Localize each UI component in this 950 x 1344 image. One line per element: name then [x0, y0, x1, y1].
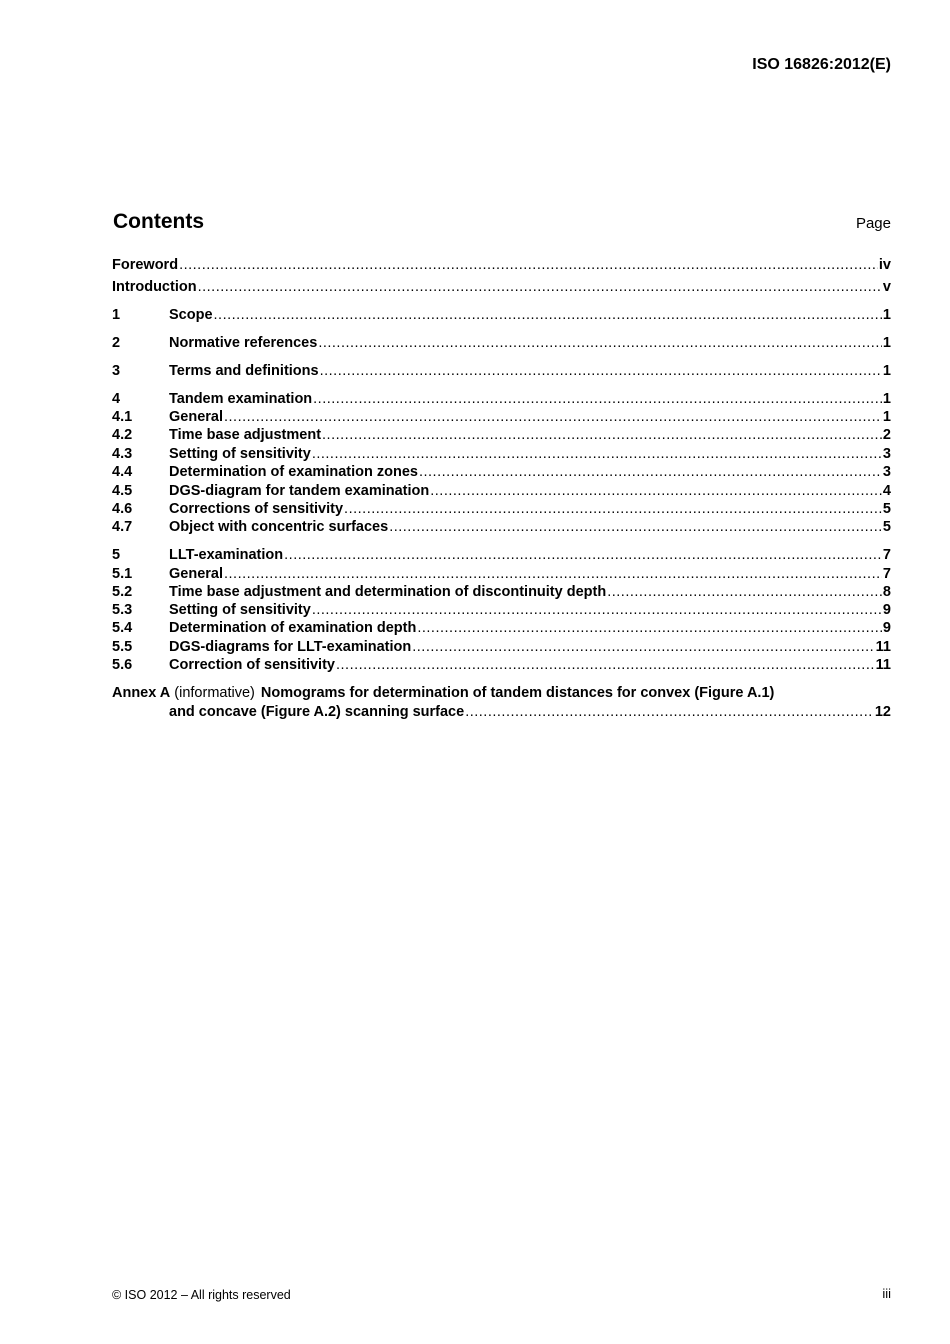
- toc-entry-title: LLT-examination: [169, 547, 284, 563]
- toc-leader-dots: [465, 703, 874, 721]
- toc-leader-dots: [417, 619, 882, 637]
- toc-entry-number: 4.1: [112, 409, 133, 425]
- copyright-footer: © ISO 2012 – All rights reserved: [112, 1288, 291, 1302]
- toc-leader-dots: [344, 500, 882, 518]
- toc-entry-title: General: [169, 409, 223, 425]
- toc-entry-4-1[interactable]: [112, 408, 891, 426]
- toc-entry-number: 4: [112, 391, 121, 407]
- toc-entry-number: 5: [112, 547, 121, 563]
- toc-entry-5-1[interactable]: [112, 565, 891, 583]
- toc-entry-number: 1: [112, 307, 121, 323]
- annex-title-line1: Nomograms for determination of tandem distances for convex (Figure A.1): [260, 685, 775, 701]
- toc-entry-title: Introduction: [112, 279, 197, 295]
- toc-entry-page: 1: [882, 335, 891, 351]
- toc-leader-dots: [318, 334, 882, 352]
- toc-entry-page: 1: [882, 363, 891, 379]
- toc-leader-dots: [313, 390, 882, 408]
- toc-leader-dots: [389, 518, 882, 536]
- toc-entry-number: 4.3: [112, 446, 133, 462]
- toc-entry-title: Foreword: [112, 257, 179, 273]
- toc-entry-page: 9: [882, 620, 891, 636]
- toc-entry-page: 9: [882, 602, 891, 618]
- toc-entry-number: 4.7: [112, 519, 133, 535]
- toc-entry-title: Time base adjustment and determination of discontinuity depth: [169, 584, 607, 600]
- toc-leader-dots: [312, 445, 882, 463]
- toc-entry-number: 5.5: [112, 639, 133, 655]
- page-number: iii: [882, 1286, 891, 1301]
- toc-entry-tandem-examination[interactable]: [112, 390, 891, 408]
- toc-entry-number: 3: [112, 363, 121, 379]
- toc-entry-5-3[interactable]: [112, 601, 891, 619]
- toc-entry-number: 4.5: [112, 483, 133, 499]
- toc-leader-dots: [336, 656, 875, 674]
- page-column-label: Page: [855, 215, 891, 232]
- toc-entry-5-2[interactable]: [112, 583, 891, 601]
- toc-entry-title: Determination of examination zones: [169, 464, 418, 480]
- toc-entry-title: General: [169, 566, 223, 582]
- toc-entry-title: Corrections of sensitivity: [169, 501, 344, 517]
- toc-entry-number: 2: [112, 335, 121, 351]
- toc-entry-title: Time base adjustment: [169, 427, 322, 443]
- toc-entry-title: Determination of examination depth: [169, 620, 417, 636]
- toc-entry-page: 4: [882, 483, 891, 499]
- toc-entry-page: 1: [882, 391, 891, 407]
- contents-heading: Contents: [113, 210, 204, 233]
- toc-entry-page: 7: [882, 566, 891, 582]
- toc-entry-annex-a-continued[interactable]: [169, 703, 891, 721]
- annex-title-line2: and concave (Figure A.2) scanning surface: [169, 704, 465, 720]
- toc-entry-page: 3: [882, 464, 891, 480]
- toc-entry-title: Object with concentric surfaces: [169, 519, 389, 535]
- toc-entry-title: Tandem examination: [169, 391, 313, 407]
- toc-entry-title: DGS-diagram for tandem examination: [169, 483, 430, 499]
- toc-entry-title: DGS-diagrams for LLT-examination: [169, 639, 412, 655]
- annex-informative: (informative): [174, 685, 255, 701]
- toc-entry-number: 5.6: [112, 657, 133, 673]
- toc-leader-dots: [179, 256, 878, 274]
- toc-entry-page: 11: [875, 639, 891, 655]
- toc-entry-page: v: [882, 279, 891, 295]
- toc-leader-dots: [198, 278, 882, 296]
- toc-entry-4-4[interactable]: [112, 463, 891, 481]
- toc-entry-title: Setting of sensitivity: [169, 602, 311, 618]
- toc-entry-page: iv: [878, 257, 891, 273]
- toc-entry-page: 5: [882, 501, 891, 517]
- toc-entry-page: 1: [882, 307, 891, 323]
- toc-leader-dots: [214, 306, 882, 324]
- toc-entry-number: 5.1: [112, 566, 133, 582]
- toc-entry-number: 5.4: [112, 620, 133, 636]
- toc-entry-introduction[interactable]: [112, 278, 891, 296]
- toc-leader-dots: [224, 565, 882, 583]
- toc-entry-page: 11: [875, 657, 891, 673]
- toc-entry-page: 8: [882, 584, 891, 600]
- toc-entry-scope[interactable]: [112, 306, 891, 324]
- toc-entry-page: 7: [882, 547, 891, 563]
- toc-entry-terms-and-definitions[interactable]: [112, 362, 891, 380]
- toc-entry-number: 5.3: [112, 602, 133, 618]
- toc-leader-dots: [320, 362, 882, 380]
- toc-leader-dots: [284, 546, 882, 564]
- toc-entry-4-6[interactable]: [112, 500, 891, 518]
- toc-entry-title: Normative references: [169, 335, 318, 351]
- toc-leader-dots: [412, 638, 874, 656]
- toc-leader-dots: [430, 482, 882, 500]
- toc-entry-number: 4.4: [112, 464, 133, 480]
- toc-entry-title: Setting of sensitivity: [169, 446, 311, 462]
- toc-entry-number: 4.6: [112, 501, 133, 517]
- toc-entry-annex-a[interactable]: [112, 684, 891, 702]
- toc-leader-dots: [419, 463, 882, 481]
- toc-entry-number: 4.2: [112, 427, 133, 443]
- toc-entry-title: Scope: [169, 307, 213, 323]
- toc-leader-dots: [322, 426, 882, 444]
- toc-entry-page: 1: [882, 409, 891, 425]
- toc-entry-title: Correction of sensitivity: [169, 657, 335, 673]
- toc-entry-5-4[interactable]: [112, 619, 891, 637]
- toc-entry-number: 5.2: [112, 584, 133, 600]
- toc-entry-4-5[interactable]: [112, 482, 891, 500]
- toc-leader-dots: [312, 601, 882, 619]
- toc-entry-4-3[interactable]: [112, 445, 891, 463]
- annex-label: Annex A: [112, 685, 171, 701]
- toc-entry-5-5[interactable]: [112, 638, 891, 656]
- toc-entry-foreword[interactable]: [112, 256, 891, 274]
- toc-entry-page: 2: [882, 427, 891, 443]
- toc-entry-page: 5: [882, 519, 891, 535]
- toc-leader-dots: [607, 583, 882, 601]
- toc-entry-4-7[interactable]: [112, 518, 891, 536]
- toc-entry-normative-references[interactable]: [112, 334, 891, 352]
- toc-entry-page: 3: [882, 446, 891, 462]
- toc-entry-5-6[interactable]: [112, 656, 891, 674]
- toc-entry-4-2[interactable]: [112, 426, 891, 444]
- toc-leader-dots: [224, 408, 882, 426]
- document-id: ISO 16826:2012(E): [752, 56, 891, 73]
- toc-entry-title: Terms and definitions: [169, 363, 319, 379]
- toc-entry-page: 12: [874, 704, 891, 720]
- toc-entry-llt-examination[interactable]: [112, 546, 891, 564]
